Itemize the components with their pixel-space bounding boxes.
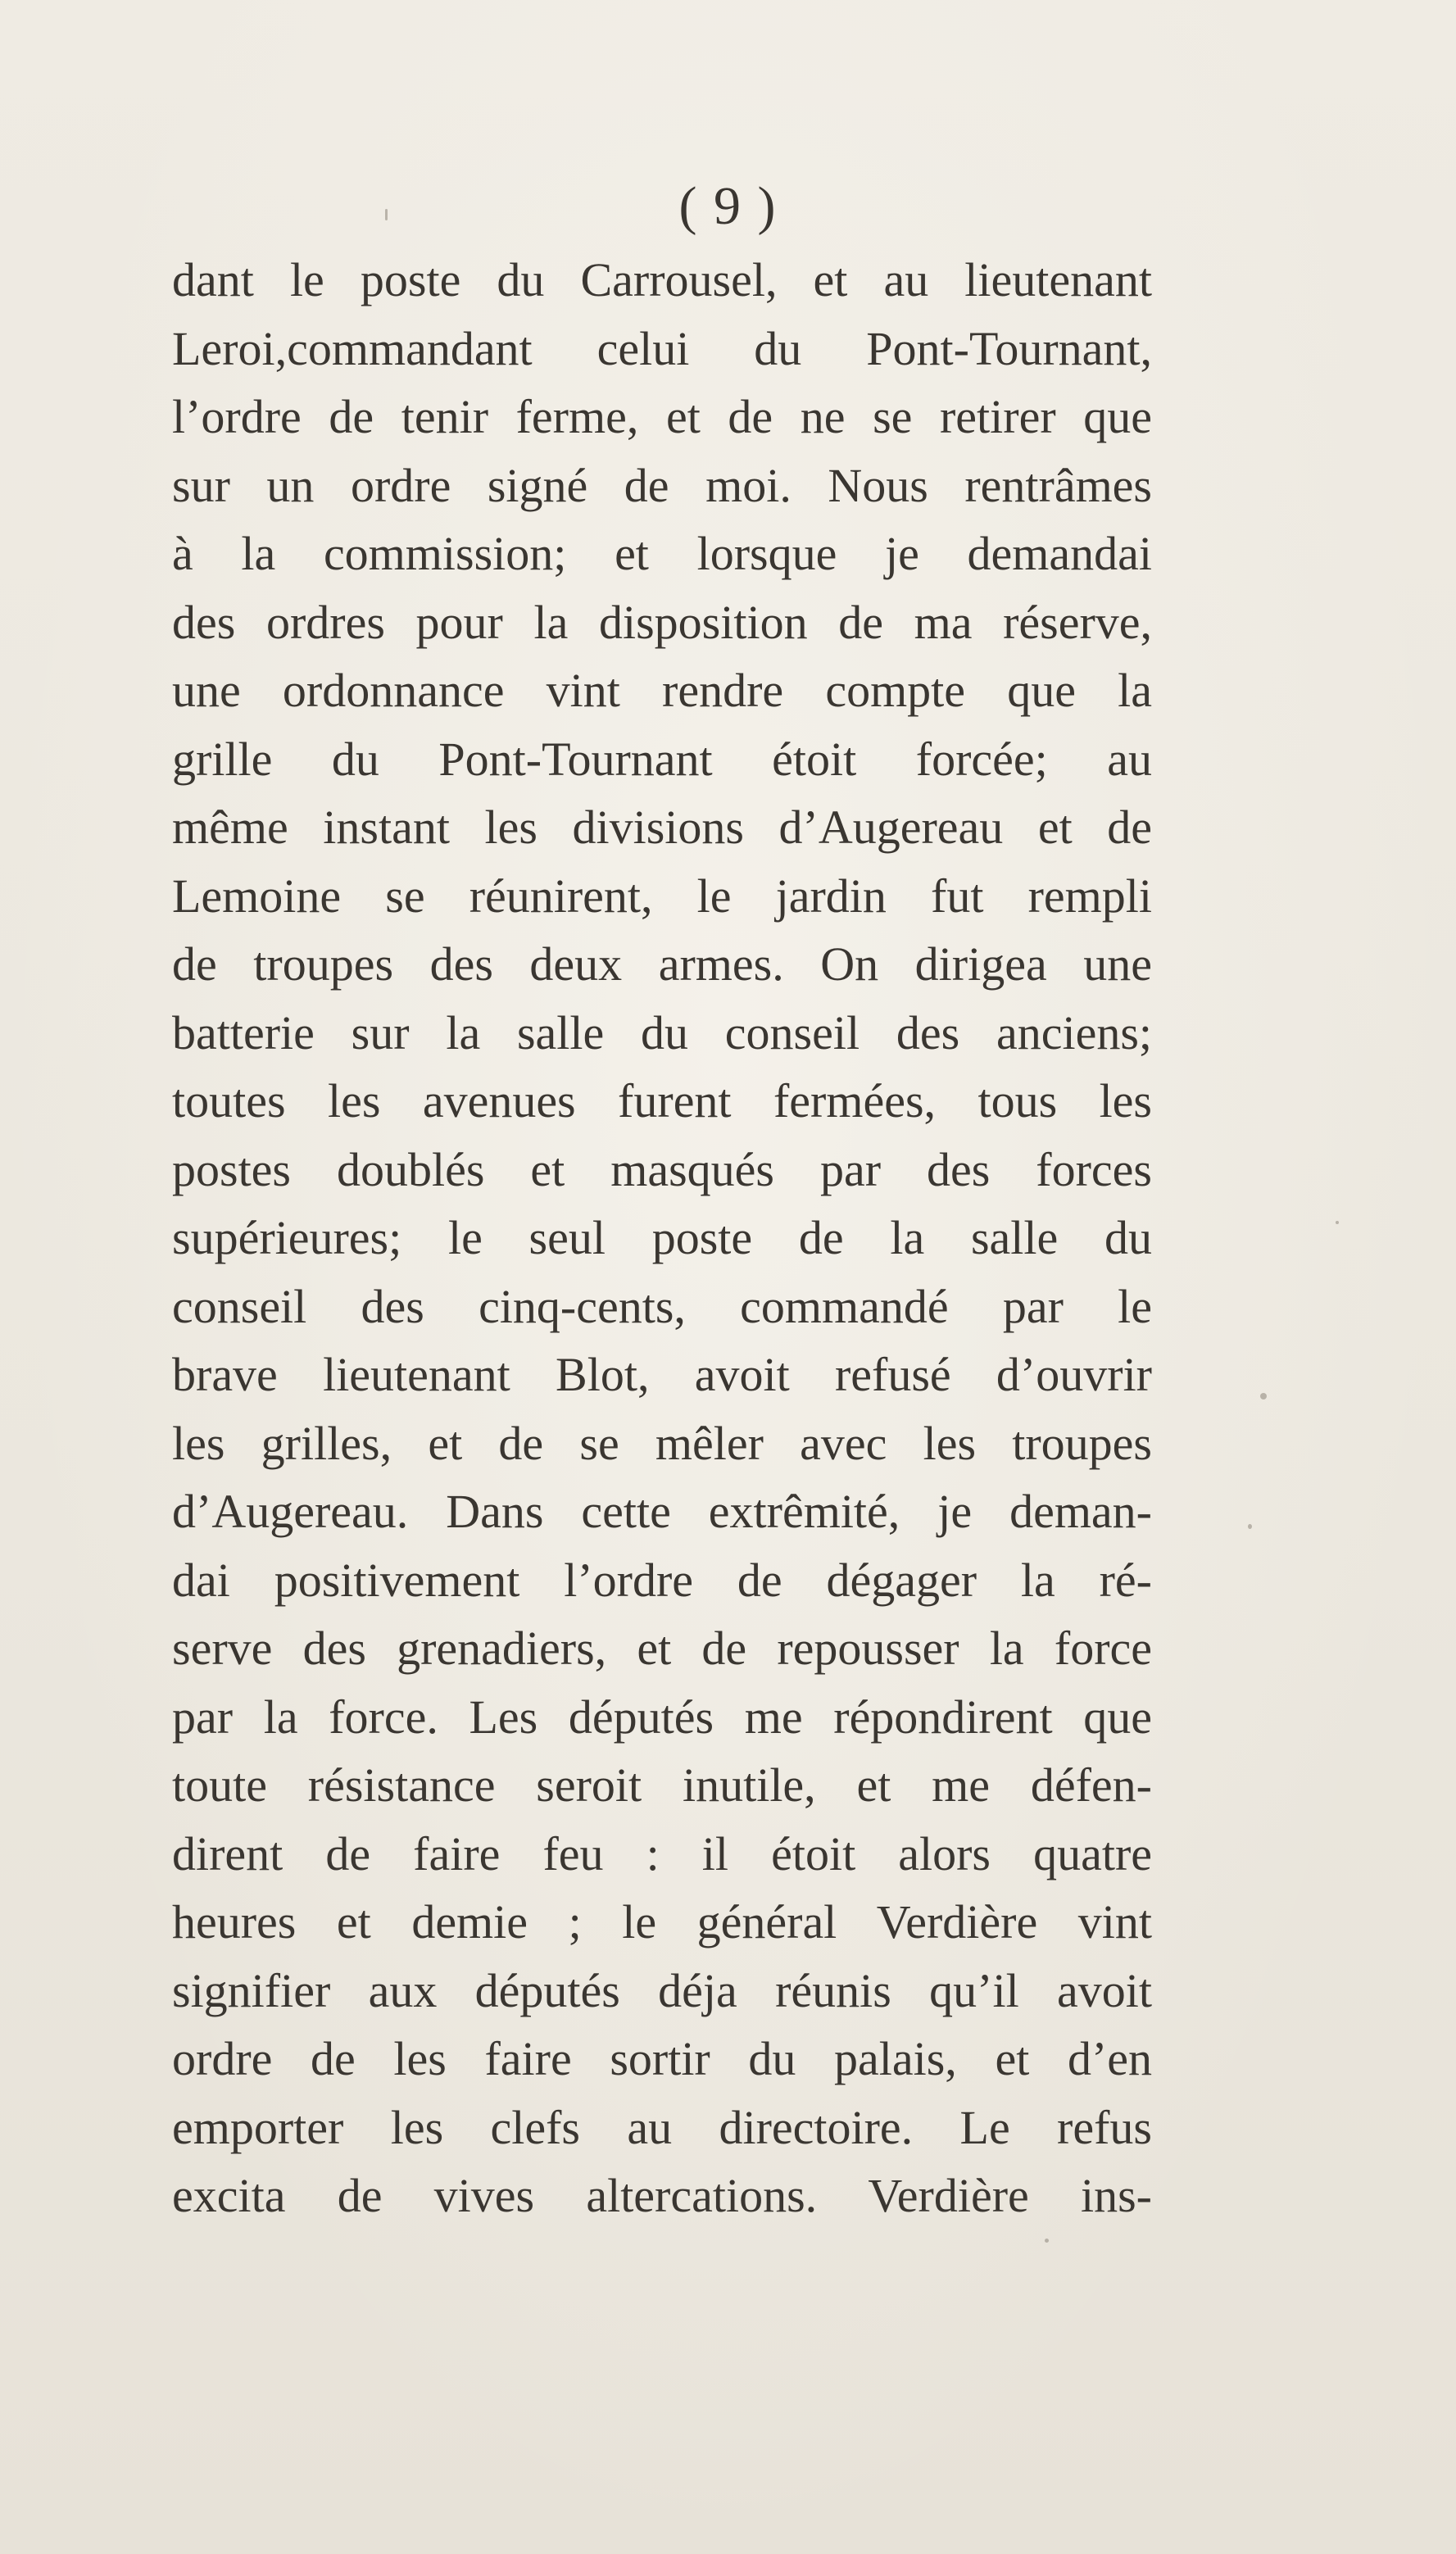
paper-speck (1336, 1221, 1339, 1224)
text-line: conseil des cinq-cents, commandé par le (172, 1279, 1152, 1333)
text-line: batterie sur la salle du conseil des anciens; (172, 1005, 1152, 1059)
paper-speck (385, 209, 388, 220)
text-line: postes doublés et masqués par des forces (172, 1142, 1152, 1196)
paper-speck (1260, 1393, 1267, 1399)
text-line: excita de vives altercations. Verdière ins- (172, 2169, 1152, 2222)
text-line: brave lieutenant Blot, avoit refusé d’ouvrir (172, 1348, 1152, 1401)
text-line: les grilles, et de se mêler avec les troupes (172, 1416, 1152, 1470)
text-line: supérieures; le seul poste de la salle du (172, 1211, 1152, 1264)
paper-speck (1045, 2239, 1049, 2243)
page-number: ( 9 ) (678, 176, 778, 236)
text-line: serve des grenadiers, et de repousser la force (172, 1622, 1152, 1675)
text-line: d’Augereau. Dans cette extrêmité, je deman- (172, 1485, 1152, 1538)
text-line: dirent de faire feu : il étoit alors quatre (172, 1826, 1152, 1880)
text-line: par la force. Les députés me répondirent que (172, 1690, 1152, 1744)
text-line: sur un ordre signé de moi. Nous rentrâmes (172, 458, 1152, 512)
text-line: toutes les avenues furent fermées, tous les (172, 1074, 1152, 1127)
text-line: emporter les clefs au directoire. Le refus (172, 2100, 1152, 2154)
text-line: dant le poste du Carrousel, et au lieutenant (172, 253, 1152, 306)
text-line: une ordonnance vint rendre compte que la (172, 664, 1152, 717)
text-line: l’ordre de tenir ferme, et de ne se retirer que (172, 390, 1152, 443)
text-line: heures et demie ; le général Verdière vint (172, 1895, 1152, 1948)
body-text (172, 246, 1152, 2230)
text-line: à la commission; et lorsque je demandai (172, 527, 1152, 580)
text-line: Lemoine se réunirent, le jardin fut rempli (172, 869, 1152, 923)
text-line: grille du Pont-Tournant étoit forcée; au (172, 732, 1152, 786)
text-line: même instant les divisions d’Augereau et de (172, 801, 1152, 854)
text-line: toute résistance seroit inutile, et me défen- (172, 1758, 1152, 1812)
text-line: de troupes des deux armes. On dirigea une (172, 937, 1152, 991)
paper-speck (1248, 1524, 1252, 1529)
text-line: dai positivement l’ordre de dégager la ré- (172, 1553, 1152, 1607)
text-line: ordre de les faire sortir du palais, et d’en (172, 2032, 1152, 2085)
text-line: signifier aux députés déja réunis qu’il avoit (172, 1963, 1152, 2017)
text-line: Leroi,commandant celui du Pont-Tournant, (172, 321, 1152, 375)
text-line: des ordres pour la disposition de ma réserve, (172, 595, 1152, 649)
